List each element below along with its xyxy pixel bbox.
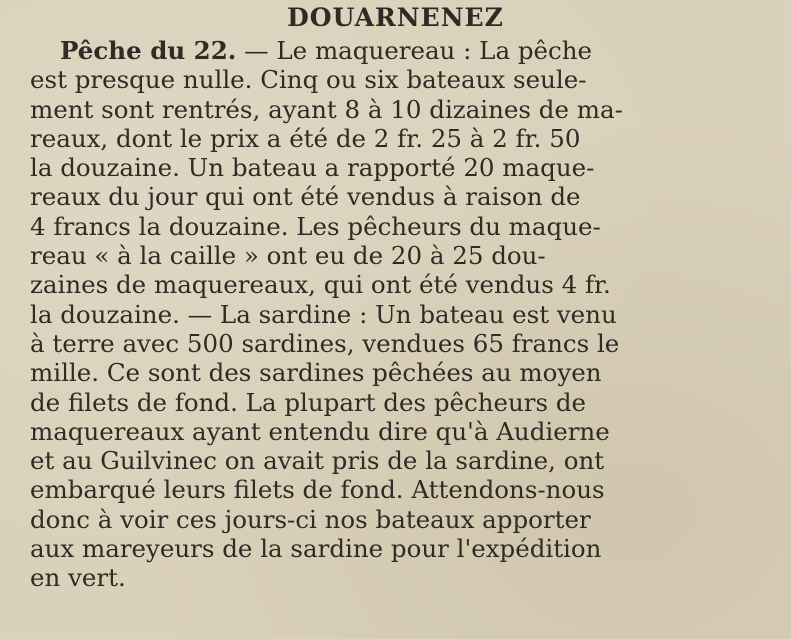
article-line-7: 4 francs la douzaine. Les pêcheurs du maque- (30, 211, 601, 241)
article-line-1-text: — Le maquereau : La pêche (236, 36, 593, 65)
article-lead: Pêche du 22. (60, 36, 237, 65)
article-line-8: reau « à la caille » ont eu de 20 à 25 dou- (30, 241, 546, 271)
article-line-19: en vert. (30, 563, 126, 593)
article-line-2: est presque nulle. Cinq ou six bateaux seule- (30, 65, 587, 95)
article-line-14: maquereaux ayant entendu dire qu'à Audierne (30, 416, 610, 446)
article-line-17: donc à voir ces jours-ci nos bateaux apporter (30, 504, 591, 534)
article-body (30, 36, 780, 593)
article-line-1 (30, 36, 780, 65)
article-line-16: embarqué leurs filets de fond. Attendons-nous (30, 475, 605, 505)
article-line-11: à terre avec 500 sardines, vendues 65 francs le (30, 328, 620, 358)
article-line-5: la douzaine. Un bateau a rapporté 20 maque- (30, 153, 595, 183)
article-line-9: zaines de maquereaux, qui ont été vendus 4 fr. (30, 270, 611, 300)
article-line-13: de filets de fond. La plupart des pêcheurs de (30, 387, 587, 417)
article-line-12: mille. Ce sont des sardines pêchées au moyen (30, 358, 602, 388)
article-line-10: la douzaine. — La sardine : Un bateau est venu (30, 299, 617, 329)
article-heading: DOUARNENEZ (287, 3, 504, 32)
article-line-4: reaux, dont le prix a été de 2 fr. 25 à 2 fr. 50 (30, 123, 581, 153)
article-line-18: aux mareyeurs de la sardine pour l'expédition (30, 534, 602, 564)
article-line-3: ment sont rentrés, ayant 8 à 10 dizaines de ma- (30, 94, 623, 124)
article-line-6: reaux du jour qui ont été vendus à raison de (30, 182, 581, 212)
article-line-15: et au Guilvinec on avait pris de la sardine, ont (30, 446, 605, 476)
